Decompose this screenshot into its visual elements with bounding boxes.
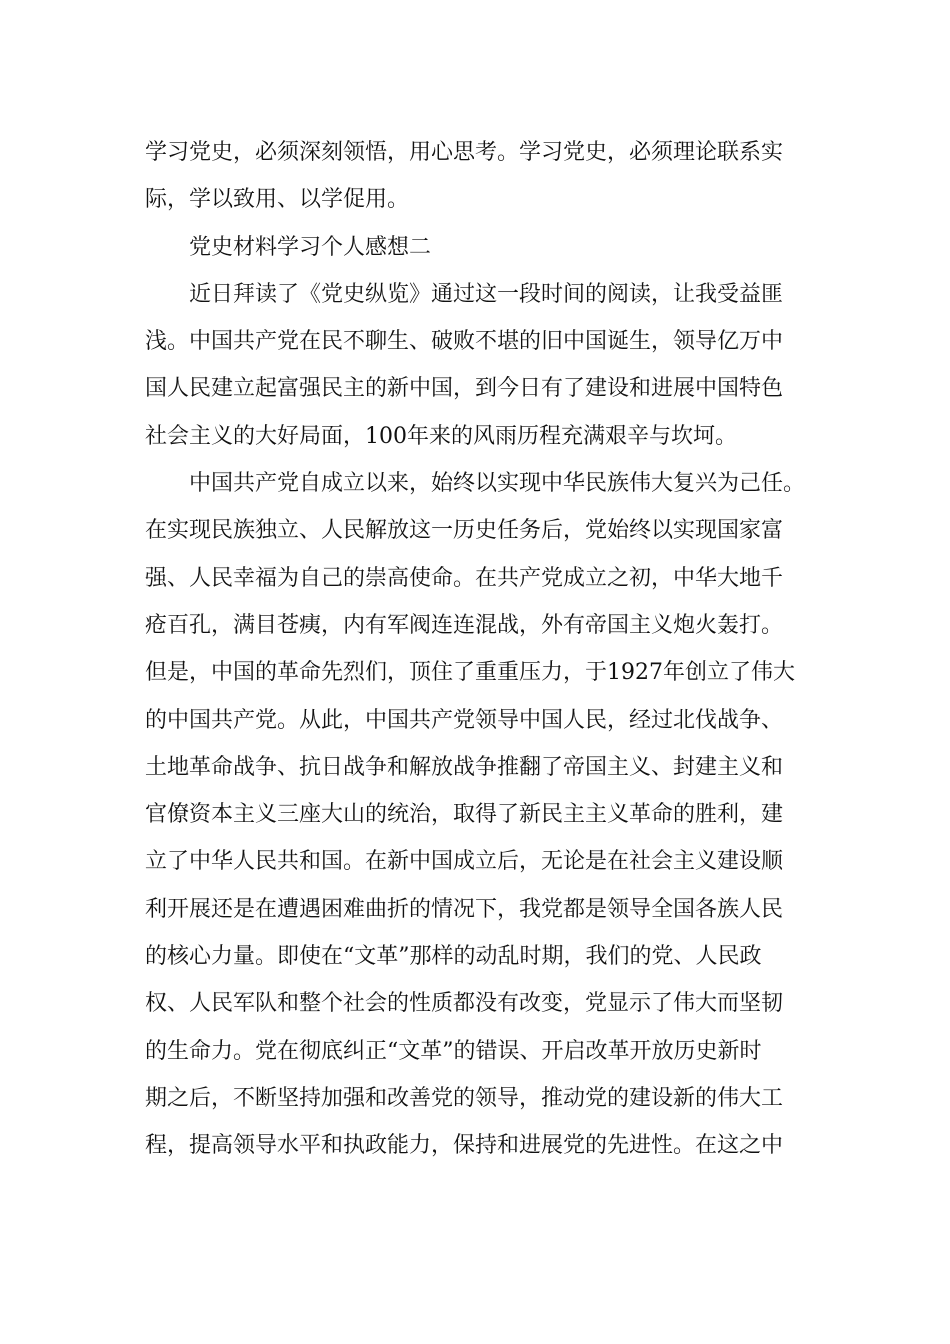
paragraph-line: 的生命力。党在彻底纠正“文革”的错误、开启改革开放历史新时 <box>145 1038 762 1064</box>
paragraph-line: 学习党史，必须深刻领悟，用心思考。学习党史，必须理论联系实 <box>145 140 784 165</box>
paragraph-line: 在实现民族独立、人民解放这一历史任务后，党始终以实现国家富 <box>145 518 784 544</box>
paragraph-line: 利开展还是在遭遇困难曲折的情况下，我党都是领导全国各族人民 <box>145 896 784 922</box>
paragraph-line: 官僚资本主义三座大山的统治，取得了新民主主义革命的胜利，建 <box>145 802 784 828</box>
paragraph-line: 权、人民军队和整个社会的性质都没有改变，党显示了伟大而坚韧 <box>145 991 784 1017</box>
document-body <box>145 129 825 1170</box>
paragraph-line: 社会主义的大好局面，100年来的风雨历程充满艰辛与坎坷。 <box>145 423 737 449</box>
paragraph-line: 疮百孔，满目苍痍，内有军阀连连混战，外有帝国主义炮火轰打。 <box>145 612 784 638</box>
paragraph-line: 的核心力量。即使在“文革”那样的动乱时期，我们的党、人民政 <box>145 944 762 970</box>
paragraph-line: 际，学以致用、以学促用。 <box>145 187 410 213</box>
paragraph-line: 立了中华人民共和国。在新中国成立后，无论是在社会主义建设顺 <box>145 849 784 875</box>
paragraph-line: 土地革命战争、抗日战争和解放战争推翻了帝国主义、封建主义和 <box>145 754 784 780</box>
paragraph-line: 强、人民幸福为自己的崇高使命。在共产党成立之初，中华大地千 <box>145 565 784 591</box>
paragraph-line: 的中国共产党。从此，中国共产党领导中国人民，经过北伐战争、 <box>145 707 784 733</box>
paragraph-line: 中国共产党自成立以来，始终以实现中华民族伟大复兴为己任。 <box>189 471 806 497</box>
paragraph-line: 浅。中国共产党在民不聊生、破败不堪的旧中国诞生，领导亿万中 <box>145 329 784 355</box>
paragraph-line: 近日拜读了《党史纵览》通过这一段时间的阅读，让我受益匪 <box>189 281 784 307</box>
paragraph-line: 国人民建立起富强民主的新中国，到今日有了建设和进展中国特色 <box>145 376 784 402</box>
paragraph-line: 但是，中国的革命先烈们，顶住了重重压力，于1927年创立了伟大 <box>145 660 795 686</box>
paragraph-line: 期之后，不断坚持加强和改善党的领导，推动党的建设新的伟大工 <box>145 1085 784 1111</box>
section-heading: 党史材料学习个人感想二 <box>189 234 432 260</box>
paragraph-line: 程，提高领导水平和执政能力，保持和进展党的先进性。在这之中 <box>145 1133 784 1159</box>
